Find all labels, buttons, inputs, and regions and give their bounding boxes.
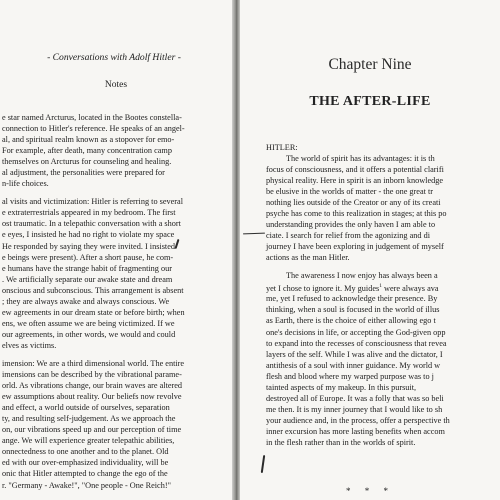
text-line: to expand into the recesses of consciousness that revea — [266, 338, 447, 348]
footnote-marker[interactable]: 1 — [379, 282, 382, 289]
text-line: ange. We will experience greater telepathic abilities, — [2, 436, 175, 446]
text-line: me then. It is my inner journey that I would like to sh — [266, 404, 443, 414]
running-head: - Conversations with Adolf Hitler - — [47, 52, 181, 63]
text-line: in the flesh rather than in the worlds of spirit. — [266, 437, 416, 447]
text-line: ens, we often assume we are being victimized. If we — [2, 318, 175, 328]
text-line: imension: We are a third dimensional world. The entire — [2, 358, 185, 368]
text-line: imensions can be described by the vibrational parame- — [2, 370, 182, 380]
text-line: elves as victims. — [2, 340, 57, 350]
notes-heading: Notes — [104, 80, 128, 90]
speaker-label: HITLER: — [266, 143, 298, 152]
text-line: antithesis of a soul with inner guidance. My world w — [266, 360, 441, 370]
text-line: ; they are always awake and always conscious. We — [2, 296, 170, 306]
text-line — [0, 189, 232, 196]
text-line: nothing lies outside of the Creator or any of its creati — [266, 198, 441, 208]
text-line: e extraterrestrials appeared in my bedroom. The first — [2, 208, 176, 218]
text-line: one's decisions in life, or accepting the God-given opp — [266, 327, 446, 337]
text-line: al visits and victimization: Hitler is referring to several — [2, 197, 183, 207]
chapter-title: THE AFTER-LIFE — [309, 94, 431, 109]
text-line: ed with our over-emphasized individuality, will be — [2, 458, 169, 468]
text-line: onic that Hitler attempted to change the ego of the — [2, 469, 168, 479]
text-line: al adjustment, the personalities were prepared for — [2, 168, 165, 178]
text-line — [0, 351, 232, 358]
text-line: ew assumptions about reality. Our beliefs now revolve — [2, 392, 182, 402]
text-line: your audience and, in the process, offer a perspective th — [266, 415, 450, 425]
text-line: as Earth, there is the choice of either allowing ego t — [266, 316, 436, 326]
text-line: onscious and subconscious. This arrangement is absent — [2, 285, 184, 295]
text-line: layers of the self. While I was alive and the dictator, I — [266, 349, 443, 359]
text-line: e eyes, I insisted he had no right to violate my space — [2, 230, 175, 240]
text-line: me, yet I refused to acknowledge their presence. By — [266, 294, 438, 304]
text-line: The awareness I now enjoy has always been a — [286, 270, 438, 280]
text-line: For example, after death, many concentration camp — [2, 146, 172, 156]
text-line: al, and spiritual realm known as a stopover for emo- — [2, 135, 175, 145]
text-line: onnectedness to one another and to the planet. Old — [2, 447, 169, 457]
text-line: r. "Germany - Awake!", "One people - One Reich!" — [2, 480, 171, 490]
paragraph-2 — [240, 270, 500, 449]
text-line: He responded by saying they were invited. I insisted — [2, 241, 175, 251]
text-line: ost traumatic. In a telepathic conversation with a short — [2, 219, 181, 229]
text-line: ty, and resulting self-judgement. As we approach the — [2, 414, 176, 424]
text-line: e star named Arcturus, located in the Bootes constella- — [2, 113, 182, 122]
text-line: psyche has come to this realization in stages; at this po — [266, 209, 447, 219]
text-line: be elusive in the worlds of matter - the one great tr — [266, 187, 434, 197]
text-line: journey I have been exploring in judgement of myself — [266, 242, 444, 252]
text-line: focus of consciousness, and it offers a potential clarifi — [266, 165, 444, 175]
text-line: e humans have the strange habit of fragmenting our — [2, 263, 172, 273]
chapter-text — [240, 142, 500, 448]
text-line: . We artificially separate our awake state and dream — [2, 274, 173, 284]
text-line: on, our vibrations speed up and our perception of time — [2, 425, 182, 435]
book-gutter — [232, 0, 240, 500]
section-break: * * * — [346, 486, 394, 496]
text-line: themselves on Arcturus for counseling and healing. — [2, 157, 172, 167]
text-line: and effect, a world outside of ourselves, separation — [2, 403, 170, 413]
text-line: yet I chose to ignore it. My guides$^1$ were always ava — [266, 282, 439, 293]
text-line: our agreements, in other words, we would and could — [2, 329, 176, 339]
text-line: connection to Hitler's reference. He speaks of an angel- — [2, 124, 185, 134]
text-line: understanding provides the only haven I am able to — [266, 220, 436, 230]
chapter-number: Chapter Nine — [328, 56, 412, 73]
left-page — [0, 0, 232, 500]
text-line: thinking, when a soul is focused in the world of illus — [266, 305, 440, 315]
paragraph-1 — [240, 153, 500, 263]
text-line: tainted aspects of my makeup. In this pursuit, — [266, 382, 417, 392]
text-line: ciate. I search for relief from the agonizing and di — [266, 231, 431, 241]
text-line: orld. As vibrations change, our brain waves are altered — [2, 381, 183, 391]
text-line: inner excursion has more lasting benefits when accom — [266, 426, 445, 436]
text-line: destroyed all of Europe. It was a folly that was so beli — [266, 393, 444, 403]
text-line: physical reality. Here in spirit is an inborn knowledge — [266, 176, 444, 186]
text-line: The world of spirit has its advantages: it is th — [286, 154, 435, 164]
text-line: ew agreements in our dream state or before birth; when — [2, 307, 185, 317]
text-line: n-life choices. — [2, 179, 49, 189]
notes-text — [0, 112, 232, 491]
right-page — [240, 0, 500, 500]
text-line: e beings were present). After a short pause, he com- — [2, 252, 174, 262]
text-line: flesh and blood where my warped purpose was to j — [266, 371, 434, 381]
text-line: actions as the man Hitler. — [266, 253, 350, 263]
